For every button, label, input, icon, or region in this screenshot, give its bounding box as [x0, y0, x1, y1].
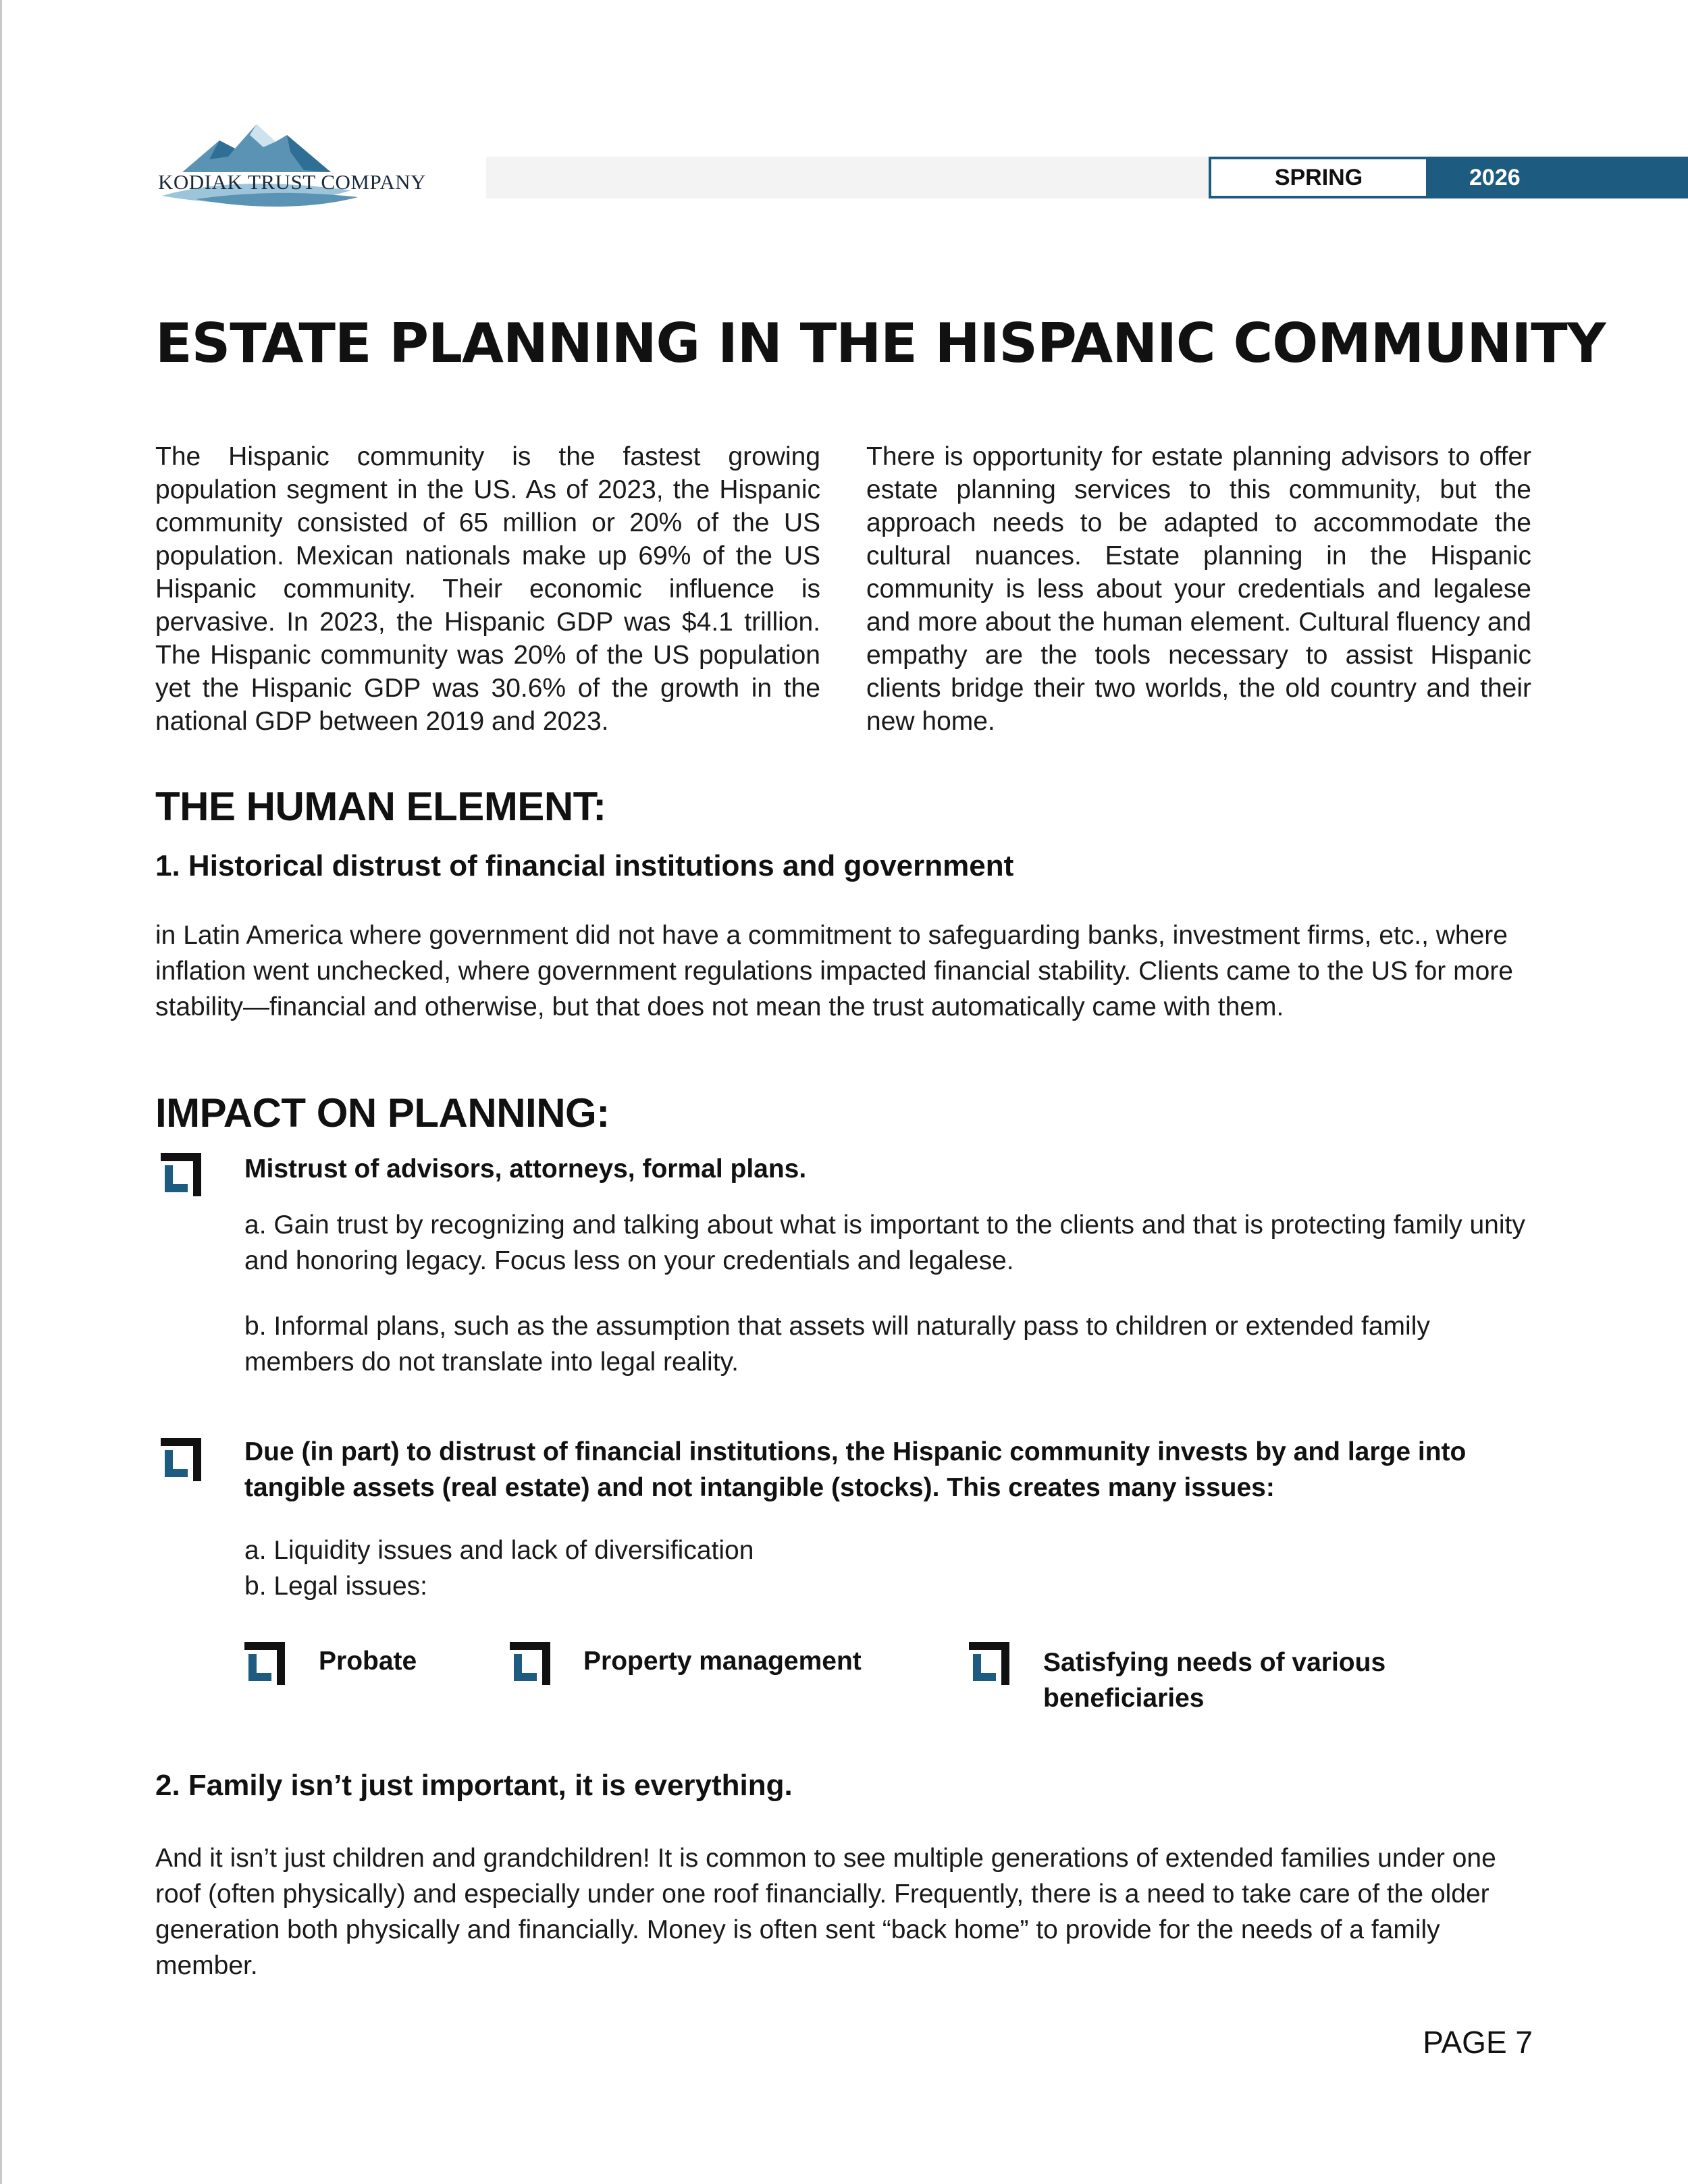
page-edge-rule	[0, 0, 2, 2184]
page-number: PAGE 7	[1423, 2025, 1533, 2060]
company-logo	[155, 115, 452, 216]
impact-item2-title: Due (in part) to distrust of financial institutions, the Hispanic community invests by and large into tangible assets (real estate) and not intangible (stocks). This creates many issues:	[244, 1437, 1467, 1502]
point1-text: in Latin America where government did not have a commitment to safeguarding banks, investment firms, etc., where inflation went unchecked, where government regulations impacted financial stability. Clients came to the US for more stability—financial and otherwise, but that does not mean the trust automatically came with them.	[155, 921, 1513, 1021]
header-bar	[486, 157, 1209, 198]
square-bullet-icon	[969, 1642, 1012, 1685]
impact-item1-title: Mistrust of advisors, attorneys, formal plans.	[244, 1154, 807, 1183]
impact-item1-b: b. Informal plans, such as the assumption that assets will naturally pass to children or extended family members do not translate into legal reality.	[244, 1312, 1430, 1377]
season-badge: SPRING	[1209, 157, 1429, 198]
impact-heading: IMPACT ON PLANNING:	[155, 1090, 610, 1136]
impact-item1-a: a. Gain trust by recognizing and talking about what is important to the clients and that is protecting family unity and honoring legacy. Focus less on your credentials and legalese.	[244, 1210, 1525, 1275]
point2-text: And it isn’t just children and grandchildren! It is common to see multiple generations of extended families under one roof (often physically) and especially under one roof financially. Frequently, there is a need to take care of the older generation both physically and financially. Money is often sent “back home” to provide for the needs of a family member.	[155, 1844, 1496, 1980]
impact-item2-b: b. Legal issues:	[244, 1572, 428, 1601]
human-element-heading: THE HUMAN ELEMENT:	[155, 784, 606, 829]
impact-item2-a: a. Liquidity issues and lack of diversification	[244, 1536, 754, 1565]
legal-issue-probate: Probate	[319, 1647, 417, 1676]
square-bullet-icon	[161, 1153, 204, 1196]
page-title: ESTATE PLANNING IN THE HISPANIC COMMUNITY	[155, 312, 1606, 375]
square-bullet-icon	[244, 1642, 288, 1685]
year-badge: 2026	[1429, 157, 1688, 198]
intro-left-column: The Hispanic community is the fastest growing population segment in the US. As of 2023, the Hispanic community consisted of 65 million or 20% of the US population. Mexican nationals make up 69% of the US Hispanic community. Their economic influence is pervasive. In 2023, the Hispanic GDP was $4.1 trillion. The Hispanic community was 20% of the US population yet the Hispanic GDP was 30.6% of the growth in the national GDP between 2019 and 2023.	[155, 442, 820, 736]
mountain-logo-icon	[155, 115, 452, 216]
square-bullet-icon	[161, 1438, 204, 1481]
square-bullet-icon	[510, 1642, 553, 1685]
intro-right-column: There is opportunity for estate planning advisors to offer estate planning services to this community, but the approach needs to be adapted to accommodate the cultural nuances. Estate planning in the Hispanic community is less about your credentials and legalese and more about the human element. Cultural fluency and empathy are the tools necessary to assist Hispanic clients bridge their two worlds, the old country and their new home.	[866, 442, 1531, 736]
legal-issue-property-management: Property management	[583, 1647, 862, 1676]
legal-issue-beneficiaries: Satisfying needs of various beneficiaries	[1043, 1648, 1386, 1713]
point2-title: 2. Family isn’t just important, it is everything.	[155, 1769, 793, 1802]
company-name: KODIAK TRUST COMPANY	[158, 170, 427, 194]
point1-title: 1. Historical distrust of financial institutions and government	[155, 849, 1014, 882]
